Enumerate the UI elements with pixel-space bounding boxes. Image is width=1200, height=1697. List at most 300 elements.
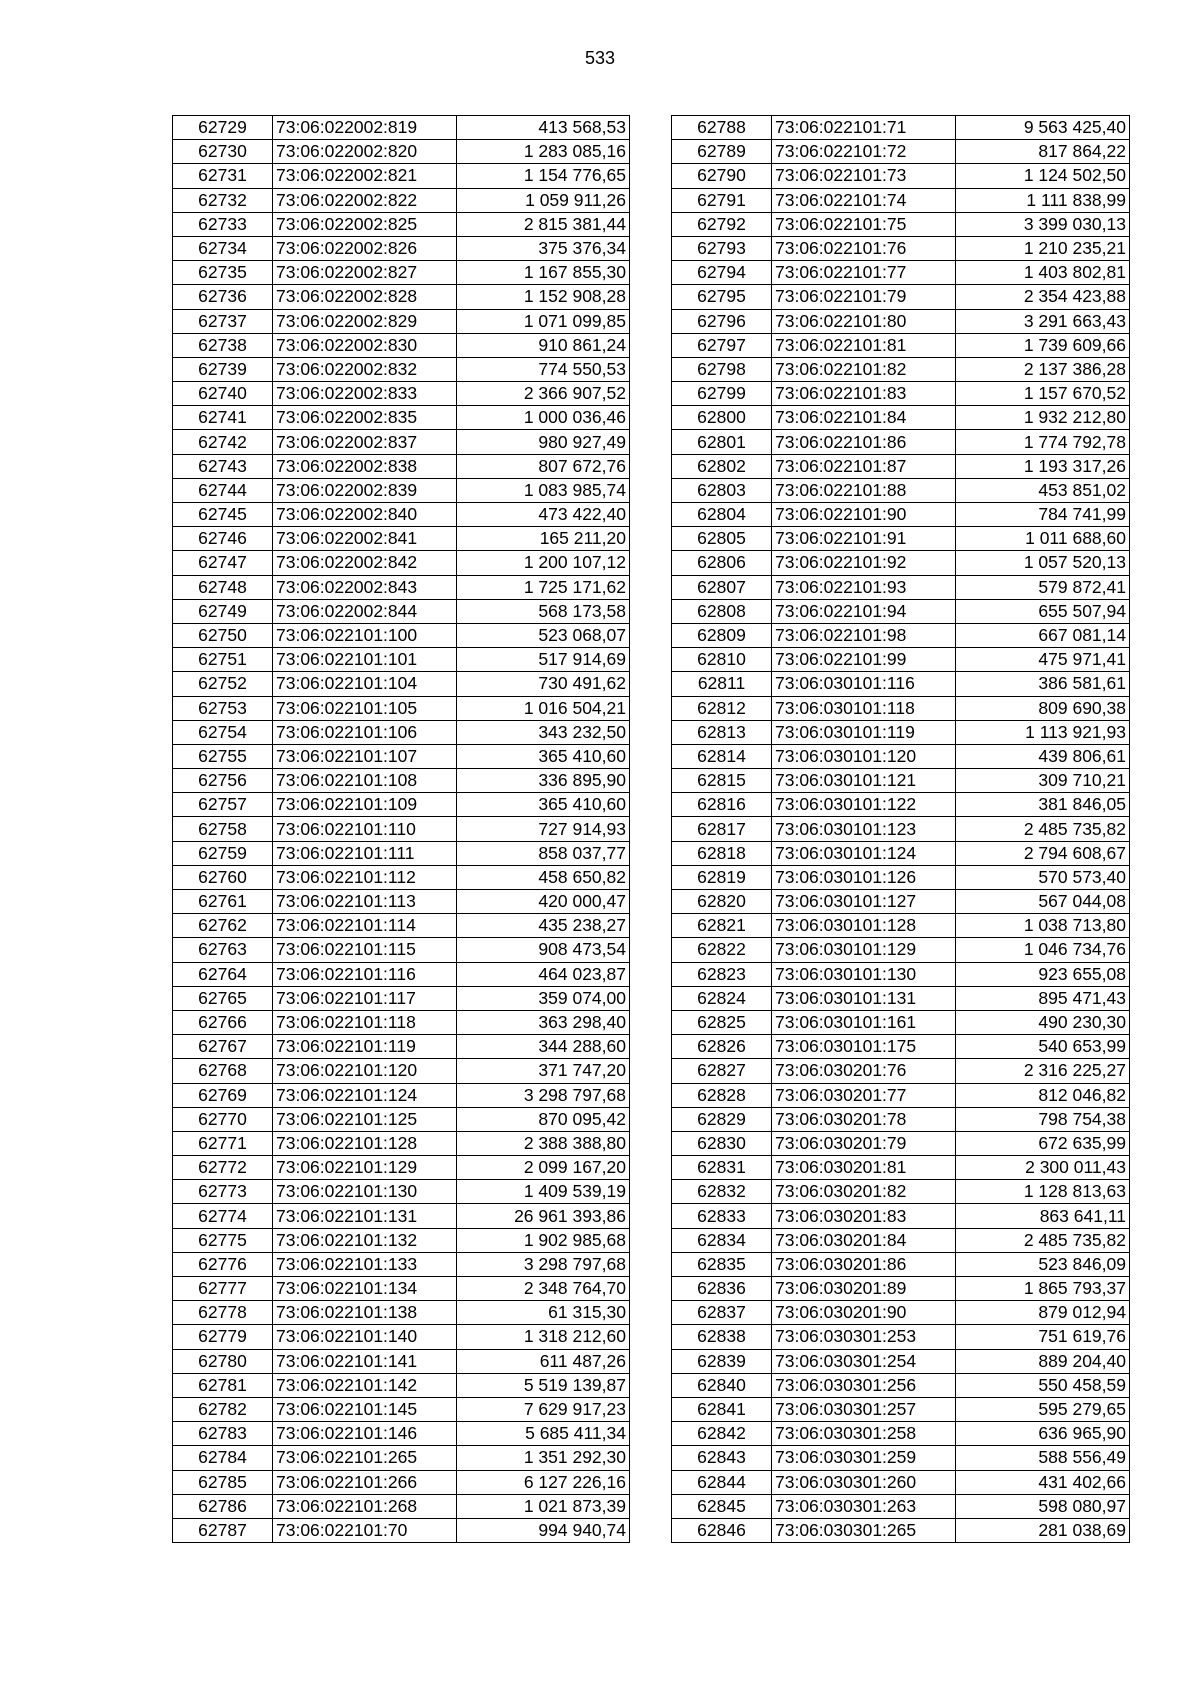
row-number: 62818 — [672, 841, 772, 865]
right-register-table — [671, 115, 1130, 1543]
row-number: 62826 — [672, 1035, 772, 1059]
cadastral-value: 336 895,90 — [457, 769, 630, 793]
cadastral-value: 1 038 713,80 — [956, 914, 1130, 938]
table-row — [672, 1083, 1130, 1107]
row-number: 62822 — [672, 938, 772, 962]
cadastral-value: 3 291 663,43 — [956, 309, 1130, 333]
table-row — [173, 430, 630, 454]
cadastral-number: 73:06:022101:99 — [772, 648, 956, 672]
cadastral-number: 73:06:022101:77 — [772, 261, 956, 285]
row-number: 62815 — [672, 769, 772, 793]
cadastral-number: 73:06:030201:77 — [772, 1083, 956, 1107]
table-row — [173, 1349, 630, 1373]
table-row — [672, 648, 1130, 672]
cadastral-number: 73:06:022101:130 — [273, 1180, 457, 1204]
table-row — [173, 1301, 630, 1325]
table-row — [173, 1252, 630, 1276]
table-row — [173, 1518, 630, 1542]
cadastral-value: 2 137 386,28 — [956, 357, 1130, 381]
table-row — [173, 672, 630, 696]
cadastral-value: 3 298 797,68 — [457, 1083, 630, 1107]
table-row — [672, 1277, 1130, 1301]
table-row — [173, 212, 630, 236]
cadastral-number: 73:06:022101:120 — [273, 1059, 457, 1083]
cadastral-number: 73:06:022101:124 — [273, 1083, 457, 1107]
row-number: 62742 — [173, 430, 273, 454]
table-row — [672, 1422, 1130, 1446]
table-row — [672, 817, 1130, 841]
cadastral-number: 73:06:022101:112 — [273, 865, 457, 889]
cadastral-number: 73:06:022101:84 — [772, 406, 956, 430]
cadastral-value: 1 011 688,60 — [956, 527, 1130, 551]
cadastral-value: 431 402,66 — [956, 1470, 1130, 1494]
row-number: 62783 — [173, 1422, 273, 1446]
row-number: 62790 — [672, 164, 772, 188]
cadastral-value: 636 965,90 — [956, 1422, 1130, 1446]
table-row — [173, 1010, 630, 1034]
row-number: 62813 — [672, 720, 772, 744]
cadastral-number: 73:06:022002:820 — [273, 140, 457, 164]
table-row — [173, 696, 630, 720]
row-number: 62808 — [672, 599, 772, 623]
table-row — [173, 1422, 630, 1446]
cadastral-number: 73:06:030301:254 — [772, 1349, 956, 1373]
cadastral-value: 1 059 911,26 — [457, 188, 630, 212]
table-row — [672, 890, 1130, 914]
cadastral-number: 73:06:030301:253 — [772, 1325, 956, 1349]
cadastral-number: 73:06:030101:127 — [772, 890, 956, 914]
table-row — [173, 841, 630, 865]
cadastral-value: 1 403 802,81 — [956, 261, 1130, 285]
table-row — [173, 865, 630, 889]
cadastral-number: 73:06:022002:832 — [273, 357, 457, 381]
cadastral-number: 73:06:022101:129 — [273, 1156, 457, 1180]
cadastral-number: 73:06:022002:838 — [273, 454, 457, 478]
cadastral-value: 923 655,08 — [956, 962, 1130, 986]
cadastral-value: 1 932 212,80 — [956, 406, 1130, 430]
cadastral-value: 1 128 813,63 — [956, 1180, 1130, 1204]
cadastral-number: 73:06:030201:82 — [772, 1180, 956, 1204]
row-number: 62778 — [173, 1301, 273, 1325]
table-row — [672, 1518, 1130, 1542]
cadastral-value: 812 046,82 — [956, 1083, 1130, 1107]
row-number: 62760 — [173, 865, 273, 889]
row-number: 62798 — [672, 357, 772, 381]
cadastral-value: 1 124 502,50 — [956, 164, 1130, 188]
cadastral-number: 73:06:030301:257 — [772, 1397, 956, 1421]
cadastral-number: 73:06:022101:113 — [273, 890, 457, 914]
table-row — [672, 454, 1130, 478]
table-row — [672, 503, 1130, 527]
cadastral-number: 73:06:030101:118 — [772, 696, 956, 720]
table-row — [672, 986, 1130, 1010]
cadastral-value: 568 173,58 — [457, 599, 630, 623]
table-row — [173, 962, 630, 986]
cadastral-value: 817 864,22 — [956, 140, 1130, 164]
cadastral-value: 2 815 381,44 — [457, 212, 630, 236]
cadastral-number: 73:06:022101:93 — [772, 575, 956, 599]
row-number: 62730 — [173, 140, 273, 164]
row-number: 62800 — [672, 406, 772, 430]
table-row — [672, 1325, 1130, 1349]
table-row — [672, 696, 1130, 720]
table-row — [672, 865, 1130, 889]
cadastral-value: 910 861,24 — [457, 333, 630, 357]
cadastral-value: 2 354 423,88 — [956, 285, 1130, 309]
table-row — [173, 769, 630, 793]
cadastral-number: 73:06:022101:268 — [273, 1494, 457, 1518]
cadastral-value: 3 399 030,13 — [956, 212, 1130, 236]
cadastral-value: 343 232,50 — [457, 720, 630, 744]
cadastral-value: 458 650,82 — [457, 865, 630, 889]
row-number: 62816 — [672, 793, 772, 817]
table-row — [672, 962, 1130, 986]
row-number: 62828 — [672, 1083, 772, 1107]
row-number: 62838 — [672, 1325, 772, 1349]
table-row — [672, 285, 1130, 309]
table-row — [173, 285, 630, 309]
row-number: 62835 — [672, 1252, 772, 1276]
cadastral-value: 809 690,38 — [956, 696, 1130, 720]
table-row — [672, 1349, 1130, 1373]
cadastral-number: 73:06:022101:140 — [273, 1325, 457, 1349]
row-number: 62781 — [173, 1373, 273, 1397]
cadastral-number: 73:06:022101:94 — [772, 599, 956, 623]
row-number: 62743 — [173, 454, 273, 478]
cadastral-value: 980 927,49 — [457, 430, 630, 454]
cadastral-value: 655 507,94 — [956, 599, 1130, 623]
cadastral-value: 1 154 776,65 — [457, 164, 630, 188]
table-row — [173, 890, 630, 914]
cadastral-value: 2 794 608,67 — [956, 841, 1130, 865]
row-number: 62807 — [672, 575, 772, 599]
cadastral-value: 611 487,26 — [457, 1349, 630, 1373]
table-row — [672, 1156, 1130, 1180]
table-row — [173, 720, 630, 744]
row-number: 62734 — [173, 236, 273, 260]
cadastral-value: 517 914,69 — [457, 648, 630, 672]
row-number: 62812 — [672, 696, 772, 720]
table-row — [672, 1446, 1130, 1470]
table-row — [672, 406, 1130, 430]
row-number: 62830 — [672, 1131, 772, 1155]
cadastral-number: 73:06:022002:830 — [273, 333, 457, 357]
right-register-body — [672, 116, 1130, 1543]
cadastral-number: 73:06:022101:107 — [273, 744, 457, 768]
cadastral-number: 73:06:030301:263 — [772, 1494, 956, 1518]
table-row — [672, 333, 1130, 357]
row-number: 62755 — [173, 744, 273, 768]
cadastral-number: 73:06:022101:100 — [273, 623, 457, 647]
table-row — [173, 744, 630, 768]
table-row — [672, 1035, 1130, 1059]
cadastral-value: 1 152 908,28 — [457, 285, 630, 309]
table-row — [173, 1446, 630, 1470]
cadastral-number: 73:06:022101:145 — [273, 1397, 457, 1421]
table-row — [173, 1204, 630, 1228]
cadastral-value: 1 113 921,93 — [956, 720, 1130, 744]
row-number: 62784 — [173, 1446, 273, 1470]
row-number: 62765 — [173, 986, 273, 1010]
cadastral-number: 73:06:022002:828 — [273, 285, 457, 309]
row-number: 62763 — [173, 938, 273, 962]
table-row — [672, 841, 1130, 865]
row-number: 62804 — [672, 503, 772, 527]
row-number: 62766 — [173, 1010, 273, 1034]
cadastral-number: 73:06:022002:825 — [273, 212, 457, 236]
table-row — [173, 575, 630, 599]
left-register-body — [173, 116, 630, 1543]
cadastral-number: 73:06:022101:73 — [772, 164, 956, 188]
table-row — [173, 793, 630, 817]
cadastral-number: 73:06:030201:83 — [772, 1204, 956, 1228]
row-number: 62785 — [173, 1470, 273, 1494]
cadastral-number: 73:06:022101:117 — [273, 986, 457, 1010]
table-row — [672, 744, 1130, 768]
table-row — [173, 1325, 630, 1349]
cadastral-number: 73:06:022002:833 — [273, 382, 457, 406]
row-number: 62831 — [672, 1156, 772, 1180]
cadastral-number: 73:06:022101:142 — [273, 1373, 457, 1397]
row-number: 62825 — [672, 1010, 772, 1034]
table-row — [173, 1180, 630, 1204]
row-number: 62791 — [672, 188, 772, 212]
row-number: 62819 — [672, 865, 772, 889]
row-number: 62789 — [672, 140, 772, 164]
table-row — [672, 720, 1130, 744]
table-row — [672, 382, 1130, 406]
cadastral-number: 73:06:022101:91 — [772, 527, 956, 551]
table-row — [672, 1204, 1130, 1228]
table-row — [173, 309, 630, 333]
cadastral-number: 73:06:030101:126 — [772, 865, 956, 889]
row-number: 62786 — [173, 1494, 273, 1518]
cadastral-number: 73:06:030101:116 — [772, 672, 956, 696]
cadastral-value: 1 083 985,74 — [457, 478, 630, 502]
row-number: 62832 — [672, 1180, 772, 1204]
cadastral-number: 73:06:030101:131 — [772, 986, 956, 1010]
row-number: 62814 — [672, 744, 772, 768]
cadastral-value: 1 865 793,37 — [956, 1277, 1130, 1301]
cadastral-value: 807 672,76 — [457, 454, 630, 478]
table-row — [173, 1059, 630, 1083]
row-number: 62829 — [672, 1107, 772, 1131]
cadastral-value: 359 074,00 — [457, 986, 630, 1010]
cadastral-number: 73:06:022101:265 — [273, 1446, 457, 1470]
cadastral-value: 1 071 099,85 — [457, 309, 630, 333]
row-number: 62729 — [173, 116, 273, 140]
cadastral-value: 2 485 735,82 — [956, 817, 1130, 841]
row-number: 62762 — [173, 914, 273, 938]
cadastral-number: 73:06:022101:116 — [273, 962, 457, 986]
table-row — [672, 478, 1130, 502]
cadastral-number: 73:06:022101:79 — [772, 285, 956, 309]
table-row — [173, 1277, 630, 1301]
cadastral-value: 381 846,05 — [956, 793, 1130, 817]
cadastral-number: 73:06:022002:819 — [273, 116, 457, 140]
cadastral-value: 2 099 167,20 — [457, 1156, 630, 1180]
cadastral-number: 73:06:022101:90 — [772, 503, 956, 527]
table-row — [173, 623, 630, 647]
table-row — [672, 551, 1130, 575]
cadastral-number: 73:06:022101:111 — [273, 841, 457, 865]
row-number: 62736 — [173, 285, 273, 309]
table-row — [173, 1397, 630, 1421]
cadastral-value: 1 111 838,99 — [956, 188, 1130, 212]
cadastral-number: 73:06:022101:74 — [772, 188, 956, 212]
cadastral-number: 73:06:022101:87 — [772, 454, 956, 478]
row-number: 62746 — [173, 527, 273, 551]
table-row — [672, 1301, 1130, 1325]
row-number: 62776 — [173, 1252, 273, 1276]
cadastral-value: 595 279,65 — [956, 1397, 1130, 1421]
cadastral-value: 2 485 735,82 — [956, 1228, 1130, 1252]
table-row — [173, 116, 630, 140]
cadastral-number: 73:06:022101:92 — [772, 551, 956, 575]
row-number: 62747 — [173, 551, 273, 575]
table-row — [672, 357, 1130, 381]
row-number: 62846 — [672, 1518, 772, 1542]
table-row — [173, 503, 630, 527]
row-number: 62805 — [672, 527, 772, 551]
cadastral-value: 523 068,07 — [457, 623, 630, 647]
cadastral-number: 73:06:022101:128 — [273, 1131, 457, 1155]
cadastral-number: 73:06:022002:842 — [273, 551, 457, 575]
cadastral-number: 73:06:030101:175 — [772, 1035, 956, 1059]
table-row — [173, 1494, 630, 1518]
table-row — [173, 188, 630, 212]
row-number: 62802 — [672, 454, 772, 478]
cadastral-value: 473 422,40 — [457, 503, 630, 527]
row-number: 62787 — [173, 1518, 273, 1542]
row-number: 62753 — [173, 696, 273, 720]
table-row — [672, 1494, 1130, 1518]
row-number: 62749 — [173, 599, 273, 623]
cadastral-number: 73:06:030101:124 — [772, 841, 956, 865]
row-number: 62751 — [173, 648, 273, 672]
row-number: 62827 — [672, 1059, 772, 1083]
cadastral-number: 73:06:022101:88 — [772, 478, 956, 502]
row-number: 62741 — [173, 406, 273, 430]
cadastral-value: 879 012,94 — [956, 1301, 1130, 1325]
row-number: 62740 — [173, 382, 273, 406]
table-row — [173, 1083, 630, 1107]
cadastral-number: 73:06:022101:119 — [273, 1035, 457, 1059]
table-row — [173, 1131, 630, 1155]
row-number: 62750 — [173, 623, 273, 647]
cadastral-value: 365 410,60 — [457, 744, 630, 768]
cadastral-number: 73:06:022101:110 — [273, 817, 457, 841]
table-row — [672, 599, 1130, 623]
cadastral-number: 73:06:022002:844 — [273, 599, 457, 623]
cadastral-value: 375 376,34 — [457, 236, 630, 260]
page-number: 533 — [584, 48, 616, 68]
cadastral-value: 309 710,21 — [956, 769, 1130, 793]
table-row — [173, 938, 630, 962]
cadastral-number: 73:06:022101:105 — [273, 696, 457, 720]
cadastral-number: 73:06:022002:841 — [273, 527, 457, 551]
cadastral-value: 2 316 225,27 — [956, 1059, 1130, 1083]
row-number: 62782 — [173, 1397, 273, 1421]
cadastral-value: 26 961 393,86 — [457, 1204, 630, 1228]
cadastral-value: 2 366 907,52 — [457, 382, 630, 406]
cadastral-value: 550 458,59 — [956, 1373, 1130, 1397]
cadastral-value: 751 619,76 — [956, 1325, 1130, 1349]
cadastral-value: 344 288,60 — [457, 1035, 630, 1059]
cadastral-number: 73:06:030201:86 — [772, 1252, 956, 1276]
row-number: 62737 — [173, 309, 273, 333]
cadastral-value: 453 851,02 — [956, 478, 1130, 502]
cadastral-number: 73:06:030301:260 — [772, 1470, 956, 1494]
row-number: 62840 — [672, 1373, 772, 1397]
cadastral-number: 73:06:022101:266 — [273, 1470, 457, 1494]
cadastral-value: 1 409 539,19 — [457, 1180, 630, 1204]
table-row — [173, 382, 630, 406]
cadastral-value: 2 300 011,43 — [956, 1156, 1130, 1180]
cadastral-number: 73:06:022101:70 — [273, 1518, 457, 1542]
row-number: 62738 — [173, 333, 273, 357]
cadastral-value: 371 747,20 — [457, 1059, 630, 1083]
cadastral-value: 1 351 292,30 — [457, 1446, 630, 1470]
row-number: 62774 — [173, 1204, 273, 1228]
row-number: 62801 — [672, 430, 772, 454]
row-number: 62834 — [672, 1228, 772, 1252]
cadastral-value: 1 210 235,21 — [956, 236, 1130, 260]
cadastral-value: 1 318 212,60 — [457, 1325, 630, 1349]
table-row — [672, 1059, 1130, 1083]
cadastral-value: 1 057 520,13 — [956, 551, 1130, 575]
row-number: 62836 — [672, 1277, 772, 1301]
row-number: 62817 — [672, 817, 772, 841]
row-number: 62792 — [672, 212, 772, 236]
cadastral-number: 73:06:030301:256 — [772, 1373, 956, 1397]
cadastral-number: 73:06:030101:122 — [772, 793, 956, 817]
cadastral-value: 672 635,99 — [956, 1131, 1130, 1155]
row-number: 62767 — [173, 1035, 273, 1059]
table-row — [672, 1397, 1130, 1421]
cadastral-number: 73:06:030101:120 — [772, 744, 956, 768]
cadastral-number: 73:06:030201:78 — [772, 1107, 956, 1131]
cadastral-number: 73:06:030101:119 — [772, 720, 956, 744]
cadastral-value: 784 741,99 — [956, 503, 1130, 527]
table-row — [173, 648, 630, 672]
row-number: 62811 — [672, 672, 772, 696]
cadastral-value: 667 081,14 — [956, 623, 1130, 647]
table-row — [173, 527, 630, 551]
cadastral-number: 73:06:030101:121 — [772, 769, 956, 793]
cadastral-number: 73:06:022002:826 — [273, 236, 457, 260]
cadastral-value: 5 519 139,87 — [457, 1373, 630, 1397]
cadastral-number: 73:06:022002:821 — [273, 164, 457, 188]
cadastral-value: 439 806,61 — [956, 744, 1130, 768]
cadastral-value: 1 200 107,12 — [457, 551, 630, 575]
cadastral-number: 73:06:030101:130 — [772, 962, 956, 986]
cadastral-value: 5 685 411,34 — [457, 1422, 630, 1446]
table-row — [173, 599, 630, 623]
cadastral-number: 73:06:030201:76 — [772, 1059, 956, 1083]
row-number: 62845 — [672, 1494, 772, 1518]
row-number: 62758 — [173, 817, 273, 841]
table-row — [672, 261, 1130, 285]
cadastral-value: 2 348 764,70 — [457, 1277, 630, 1301]
cadastral-value: 870 095,42 — [457, 1107, 630, 1131]
cadastral-value: 567 044,08 — [956, 890, 1130, 914]
cadastral-number: 73:06:030201:79 — [772, 1131, 956, 1155]
cadastral-number: 73:06:022101:141 — [273, 1349, 457, 1373]
row-number: 62768 — [173, 1059, 273, 1083]
cadastral-number: 73:06:022101:138 — [273, 1301, 457, 1325]
table-row — [173, 406, 630, 430]
